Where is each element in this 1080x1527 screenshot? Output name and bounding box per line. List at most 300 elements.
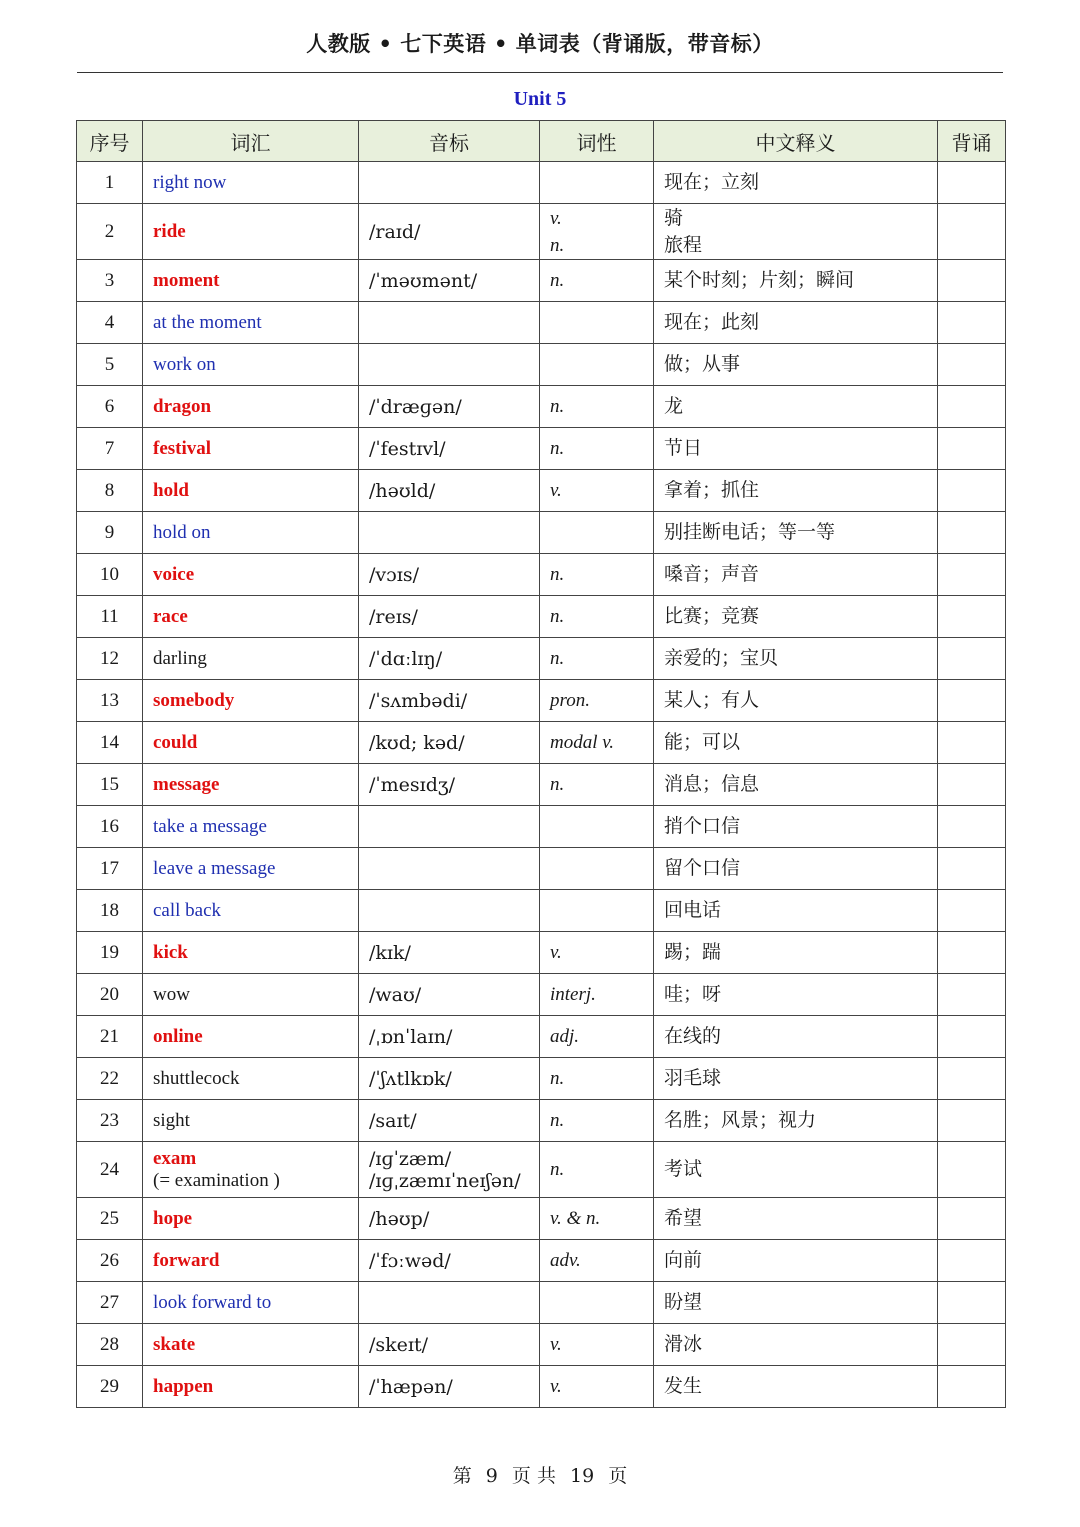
- part-of-speech-text: n.: [550, 1068, 565, 1089]
- part-of-speech-text: n.: [550, 648, 565, 669]
- meaning-text: 在线的: [664, 1025, 722, 1047]
- word-text: hold on: [153, 521, 211, 543]
- table-row: [77, 260, 1006, 302]
- meaning-text: 消息；信息: [664, 773, 760, 795]
- cell-part-of-speech: [540, 680, 654, 722]
- cell-recite: [938, 260, 1006, 302]
- word-text: right now: [153, 171, 227, 193]
- cell-number: 20: [77, 974, 143, 1016]
- cell-word: [143, 1058, 359, 1100]
- cell-word: [143, 554, 359, 596]
- cell-recite: [938, 1016, 1006, 1058]
- meaning-text: 某人；有人: [664, 689, 760, 711]
- part-of-speech-text: n.: [550, 606, 565, 627]
- cell-recite: [938, 512, 1006, 554]
- cell-word: [143, 512, 359, 554]
- table-row: [77, 1142, 1006, 1198]
- cell-part-of-speech: [540, 1366, 654, 1408]
- cell-number: 10: [77, 554, 143, 596]
- cell-number: 12: [77, 638, 143, 680]
- part-of-speech-text: v.: [550, 942, 562, 963]
- table-row: [77, 680, 1006, 722]
- cell-meaning: [654, 974, 938, 1016]
- cell-phonetic: [359, 302, 540, 344]
- cell-part-of-speech: [540, 554, 654, 596]
- cell-number: 13: [77, 680, 143, 722]
- phonetic-text: /həʊp/: [369, 1207, 430, 1230]
- cell-recite: [938, 932, 1006, 974]
- table-row: [77, 162, 1006, 204]
- phonetic-text: /kʊd; kəd/: [369, 731, 465, 754]
- word-text: kick: [153, 941, 188, 963]
- cell-phonetic: [359, 596, 540, 638]
- phonetic-text: /vɔɪs/: [369, 563, 420, 586]
- cell-word: [143, 890, 359, 932]
- cell-part-of-speech: [540, 1142, 654, 1198]
- cell-phonetic: [359, 554, 540, 596]
- cell-number: 17: [77, 848, 143, 890]
- phonetic-text: /ˈdɑːlɪŋ/: [369, 647, 443, 670]
- cell-meaning: [654, 554, 938, 596]
- table-row: [77, 764, 1006, 806]
- footer-prefix: 第: [452, 1465, 472, 1487]
- part-of-speech-text: n.: [550, 774, 565, 795]
- cell-word: [143, 428, 359, 470]
- cell-phonetic: [359, 386, 540, 428]
- cell-phonetic: [359, 428, 540, 470]
- cell-meaning: [654, 806, 938, 848]
- header-divider: [77, 72, 1003, 73]
- table-row: [77, 554, 1006, 596]
- cell-number: 14: [77, 722, 143, 764]
- word-full-form: (= examination ): [153, 1169, 280, 1191]
- cell-phonetic: [359, 680, 540, 722]
- part-of-speech-text: v.: [550, 1334, 562, 1355]
- phonetic-text: /ˈsʌmbədi/: [369, 689, 468, 712]
- cell-phonetic: [359, 932, 540, 974]
- word-text: sight: [153, 1109, 190, 1131]
- cell-word: [143, 1366, 359, 1408]
- cell-part-of-speech: [540, 470, 654, 512]
- part-of-speech-text: adj.: [550, 1026, 580, 1047]
- table-row: [77, 932, 1006, 974]
- cell-recite: [938, 302, 1006, 344]
- cell-part-of-speech: [540, 386, 654, 428]
- meaning-text: 龙: [664, 395, 684, 417]
- cell-word: [143, 162, 359, 204]
- phonetic-text: /ˈfɔːwəd/: [369, 1249, 451, 1272]
- cell-number: 5: [77, 344, 143, 386]
- cell-recite: [938, 848, 1006, 890]
- word-text: darling: [153, 647, 207, 669]
- meaning-text: 做；从事: [664, 353, 741, 375]
- cell-number: 15: [77, 764, 143, 806]
- word-text: could: [153, 731, 198, 753]
- cell-phonetic: [359, 974, 540, 1016]
- cell-number: 27: [77, 1282, 143, 1324]
- cell-part-of-speech: [540, 1282, 654, 1324]
- cell-meaning: [654, 512, 938, 554]
- cell-part-of-speech: [540, 974, 654, 1016]
- cell-meaning: [654, 204, 938, 260]
- cell-number: 7: [77, 428, 143, 470]
- cell-number: 2: [77, 204, 143, 260]
- cell-recite: [938, 1198, 1006, 1240]
- cell-meaning: [654, 932, 938, 974]
- cell-part-of-speech: [540, 1100, 654, 1142]
- cell-recite: [938, 596, 1006, 638]
- cell-word: [143, 204, 359, 260]
- cell-word: [143, 932, 359, 974]
- cell-recite: [938, 554, 1006, 596]
- cell-meaning: [654, 386, 938, 428]
- cell-part-of-speech: [540, 596, 654, 638]
- phonetic-text: /ɪɡˈzæm/: [369, 1147, 452, 1170]
- cell-number: 9: [77, 512, 143, 554]
- cell-word: [143, 974, 359, 1016]
- cell-phonetic: [359, 260, 540, 302]
- cell-recite: [938, 638, 1006, 680]
- phonetic-text: /həʊld/: [369, 479, 436, 502]
- cell-part-of-speech: [540, 764, 654, 806]
- cell-word: [143, 1142, 359, 1198]
- cell-recite: [938, 764, 1006, 806]
- page-footer: [0, 1461, 1080, 1488]
- part-of-speech-text: v.: [550, 480, 562, 501]
- cell-meaning: [654, 1366, 938, 1408]
- cell-number: 8: [77, 470, 143, 512]
- cell-number: 26: [77, 1240, 143, 1282]
- cell-meaning: [654, 470, 938, 512]
- cell-part-of-speech: [540, 1016, 654, 1058]
- part-of-speech-text: adv.: [550, 1250, 581, 1271]
- cell-recite: [938, 1324, 1006, 1366]
- meaning-text: 回电话: [664, 899, 722, 921]
- meaning-text: 考试: [664, 1158, 703, 1180]
- table-row: [77, 1058, 1006, 1100]
- table-row: [77, 428, 1006, 470]
- meaning-text: 名胜；风景；视力: [664, 1109, 817, 1131]
- cell-number: 29: [77, 1366, 143, 1408]
- phonetic-text: /waʊ/: [369, 983, 422, 1006]
- cell-recite: [938, 974, 1006, 1016]
- cell-recite: [938, 386, 1006, 428]
- meaning-text: 现在；此刻: [664, 311, 760, 333]
- cell-word: [143, 1100, 359, 1142]
- column-header-meaning: 中文释义: [654, 121, 938, 162]
- table-row: [77, 470, 1006, 512]
- word-text: hold: [153, 479, 189, 501]
- cell-recite: [938, 470, 1006, 512]
- word-text: online: [153, 1025, 203, 1047]
- table-row: [77, 302, 1006, 344]
- table-row: [77, 722, 1006, 764]
- cell-recite: [938, 890, 1006, 932]
- table-row: [77, 344, 1006, 386]
- cell-recite: [938, 1058, 1006, 1100]
- cell-meaning: [654, 1016, 938, 1058]
- word-text: voice: [153, 563, 195, 585]
- cell-recite: [938, 1100, 1006, 1142]
- word-text: at the moment: [153, 311, 262, 333]
- cell-word: [143, 1282, 359, 1324]
- cell-word: [143, 302, 359, 344]
- word-text: call back: [153, 899, 222, 921]
- cell-recite: [938, 806, 1006, 848]
- meaning-text: 某个时刻；片刻；瞬间: [664, 269, 855, 291]
- cell-word: [143, 470, 359, 512]
- word-text: exam: [153, 1147, 197, 1169]
- meaning-text: 骑: [664, 206, 684, 229]
- cell-part-of-speech: [540, 302, 654, 344]
- cell-number: 1: [77, 162, 143, 204]
- part-of-speech-text: n.: [550, 438, 565, 459]
- cell-recite: [938, 680, 1006, 722]
- meaning-text: 亲爱的；宝贝: [664, 647, 779, 669]
- table-row: [77, 512, 1006, 554]
- meaning-text: 节日: [664, 437, 703, 459]
- meaning-text: 踢；踹: [664, 941, 722, 963]
- cell-word: [143, 386, 359, 428]
- part-of-speech-text: v.: [550, 1376, 562, 1397]
- part-of-speech-text: n.: [550, 270, 565, 291]
- cell-meaning: [654, 722, 938, 764]
- phonetic-text: /ˌɒnˈlaɪn/: [369, 1025, 453, 1048]
- cell-word: [143, 806, 359, 848]
- phonetic-text: /ˈfestɪvl/: [369, 437, 446, 460]
- cell-phonetic: [359, 1100, 540, 1142]
- cell-part-of-speech: [540, 1058, 654, 1100]
- cell-meaning: [654, 890, 938, 932]
- cell-part-of-speech: [540, 932, 654, 974]
- cell-number: 3: [77, 260, 143, 302]
- cell-part-of-speech: [540, 638, 654, 680]
- cell-word: [143, 848, 359, 890]
- word-text: moment: [153, 269, 220, 291]
- footer-total-pages: 19: [570, 1465, 595, 1487]
- cell-phonetic: [359, 890, 540, 932]
- cell-meaning: [654, 302, 938, 344]
- table-row: [77, 1100, 1006, 1142]
- cell-number: 6: [77, 386, 143, 428]
- cell-word: [143, 722, 359, 764]
- cell-number: 25: [77, 1198, 143, 1240]
- cell-phonetic: [359, 1366, 540, 1408]
- cell-word: [143, 638, 359, 680]
- phonetic-text: /ɪɡˌzæmɪˈneɪʃən/: [369, 1169, 521, 1192]
- part-of-speech-text: n.: [550, 234, 565, 256]
- phonetic-text: /ˈməʊmənt/: [369, 269, 478, 292]
- word-text: wow: [153, 983, 190, 1005]
- cell-part-of-speech: [540, 722, 654, 764]
- cell-recite: [938, 344, 1006, 386]
- unit-title: Unit 5: [513, 88, 567, 110]
- meaning-text: 哇；呀: [664, 983, 722, 1005]
- cell-word: [143, 344, 359, 386]
- phonetic-text: /ˈʃʌtlkɒk/: [369, 1067, 452, 1090]
- cell-part-of-speech: [540, 1324, 654, 1366]
- meaning-text: 盼望: [664, 1291, 703, 1313]
- part-of-speech-text: modal v.: [550, 732, 615, 753]
- cell-recite: [938, 204, 1006, 260]
- phonetic-text: /ˈdræɡən/: [369, 395, 462, 418]
- cell-part-of-speech: [540, 1198, 654, 1240]
- column-header-recite: 背诵: [938, 121, 1006, 162]
- cell-recite: [938, 1282, 1006, 1324]
- table-row: [77, 1016, 1006, 1058]
- cell-meaning: [654, 260, 938, 302]
- part-of-speech-text: pron.: [550, 690, 590, 711]
- cell-phonetic: [359, 764, 540, 806]
- cell-number: 21: [77, 1016, 143, 1058]
- cell-word: [143, 260, 359, 302]
- cell-meaning: [654, 848, 938, 890]
- word-text: forward: [153, 1249, 220, 1271]
- cell-part-of-speech: [540, 204, 654, 260]
- table-row: [77, 386, 1006, 428]
- table-row: [77, 1198, 1006, 1240]
- part-of-speech-text: v. & n.: [550, 1208, 601, 1229]
- meaning-text: 滑冰: [664, 1333, 703, 1355]
- word-text: happen: [153, 1375, 214, 1397]
- cell-phonetic: [359, 1240, 540, 1282]
- part-of-speech-text: interj.: [550, 984, 596, 1005]
- meaning-text: 羽毛球: [664, 1067, 722, 1089]
- meaning-text: 现在；立刻: [664, 171, 760, 193]
- word-text: ride: [153, 220, 186, 242]
- phonetic-text: /saɪt/: [369, 1109, 417, 1132]
- cell-phonetic: [359, 1324, 540, 1366]
- table-row: [77, 1240, 1006, 1282]
- meaning-text: 别挂断电话；等一等: [664, 521, 836, 543]
- cell-phonetic: [359, 1142, 540, 1198]
- table-row: [77, 890, 1006, 932]
- vocabulary-table: [76, 120, 1006, 1408]
- cell-number: 23: [77, 1100, 143, 1142]
- cell-phonetic: [359, 1016, 540, 1058]
- cell-recite: [938, 428, 1006, 470]
- cell-meaning: [654, 162, 938, 204]
- cell-part-of-speech: [540, 344, 654, 386]
- cell-part-of-speech: [540, 512, 654, 554]
- table-row: [77, 806, 1006, 848]
- cell-word: [143, 680, 359, 722]
- cell-number: 11: [77, 596, 143, 638]
- cell-word: [143, 596, 359, 638]
- meaning-text: 捎个口信: [664, 815, 741, 837]
- word-text: look forward to: [153, 1291, 272, 1313]
- cell-part-of-speech: [540, 1240, 654, 1282]
- cell-phonetic: [359, 722, 540, 764]
- cell-number: 22: [77, 1058, 143, 1100]
- cell-part-of-speech: [540, 428, 654, 470]
- cell-phonetic: [359, 470, 540, 512]
- cell-meaning: [654, 1058, 938, 1100]
- cell-meaning: [654, 428, 938, 470]
- cell-phonetic: [359, 1058, 540, 1100]
- cell-part-of-speech: [540, 162, 654, 204]
- cell-part-of-speech: [540, 260, 654, 302]
- cell-number: 28: [77, 1324, 143, 1366]
- phonetic-text: /ˈmesɪdʒ/: [369, 773, 456, 796]
- cell-part-of-speech: [540, 848, 654, 890]
- cell-recite: [938, 722, 1006, 764]
- footer-mid: 页 共: [511, 1465, 556, 1487]
- cell-recite: [938, 1142, 1006, 1198]
- phonetic-text: /skeɪt/: [369, 1333, 429, 1356]
- cell-meaning: [654, 1324, 938, 1366]
- footer-suffix: 页: [608, 1465, 628, 1487]
- word-text: take a message: [153, 815, 267, 837]
- table-row: [77, 204, 1006, 260]
- meaning-text: 旅程: [664, 233, 703, 256]
- part-of-speech-text: n.: [550, 1159, 565, 1180]
- word-text: dragon: [153, 395, 212, 417]
- cell-part-of-speech: [540, 890, 654, 932]
- word-text: skate: [153, 1333, 196, 1355]
- part-of-speech-text: v.: [550, 207, 562, 229]
- cell-number: 24: [77, 1142, 143, 1198]
- cell-phonetic: [359, 344, 540, 386]
- table-body: [77, 162, 1006, 1408]
- meaning-text: 嗓音；声音: [664, 563, 760, 585]
- meaning-text: 能；可以: [664, 731, 741, 753]
- cell-word: [143, 1324, 359, 1366]
- part-of-speech-text: n.: [550, 396, 565, 417]
- cell-phonetic: [359, 848, 540, 890]
- word-text: race: [153, 605, 188, 627]
- cell-phonetic: [359, 1282, 540, 1324]
- part-of-speech-text: n.: [550, 1110, 565, 1131]
- meaning-text: 拿着；抓住: [664, 479, 760, 501]
- cell-number: 16: [77, 806, 143, 848]
- cell-phonetic: [359, 512, 540, 554]
- document-title: 人教版 • 七下英语 • 单词表（背诵版，带音标）: [306, 32, 774, 56]
- cell-number: 19: [77, 932, 143, 974]
- cell-phonetic: [359, 806, 540, 848]
- cell-number: 4: [77, 302, 143, 344]
- cell-word: [143, 1240, 359, 1282]
- cell-meaning: [654, 1100, 938, 1142]
- cell-recite: [938, 162, 1006, 204]
- cell-phonetic: [359, 1198, 540, 1240]
- word-text: hope: [153, 1207, 193, 1229]
- table-row: [77, 1366, 1006, 1408]
- column-header-phonetic: 音标: [359, 121, 540, 162]
- word-text: shuttlecock: [153, 1067, 240, 1089]
- phonetic-text: /reɪs/: [369, 605, 418, 628]
- meaning-text: 留个口信: [664, 857, 741, 879]
- cell-word: [143, 764, 359, 806]
- phonetic-text: /ˈhæpən/: [369, 1375, 453, 1398]
- table-header-row: [77, 121, 1006, 162]
- word-text: somebody: [153, 689, 235, 711]
- cell-word: [143, 1198, 359, 1240]
- cell-meaning: [654, 1142, 938, 1198]
- cell-meaning: [654, 1240, 938, 1282]
- phonetic-text: /raɪd/: [369, 220, 421, 243]
- cell-phonetic: [359, 162, 540, 204]
- meaning-text: 比赛；竞赛: [664, 605, 760, 627]
- word-text: festival: [153, 437, 212, 459]
- column-header-word: 词汇: [143, 121, 359, 162]
- cell-part-of-speech: [540, 806, 654, 848]
- cell-meaning: [654, 596, 938, 638]
- table-row: [77, 638, 1006, 680]
- cell-meaning: [654, 1282, 938, 1324]
- cell-phonetic: [359, 204, 540, 260]
- phonetic-text: /kɪk/: [369, 941, 411, 964]
